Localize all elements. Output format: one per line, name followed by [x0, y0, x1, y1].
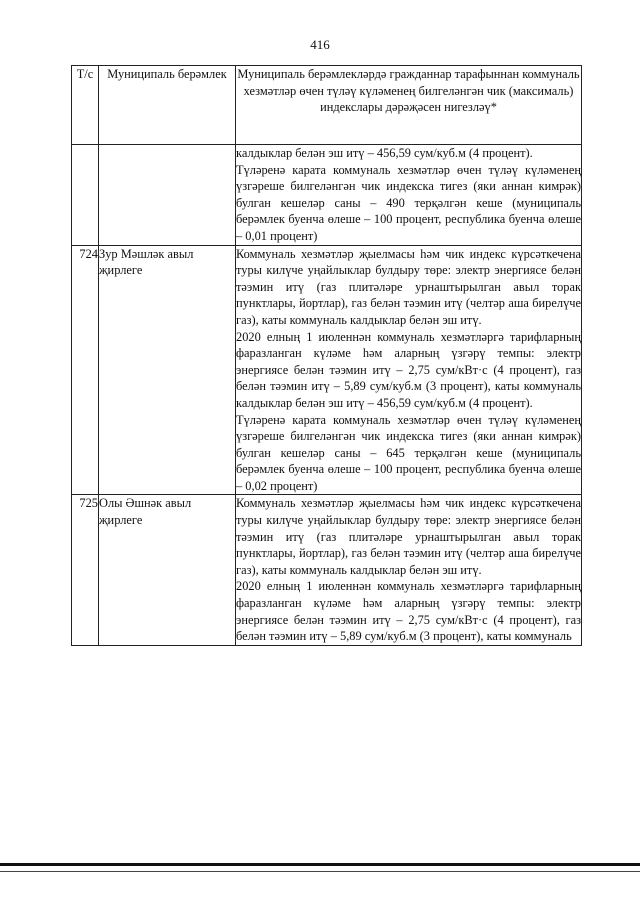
- header-municipality: Муниципаль берәмлек: [99, 66, 236, 145]
- table-header-row: [72, 66, 582, 145]
- scan-edge-rule: [0, 863, 640, 866]
- row-municipality: Олы Әшнәк авыл җирлеге: [99, 495, 236, 645]
- paragraph: Коммуналь хезмәтләр җыелмасы һәм чик индекс күрсәткечена туры килүче уңайлыклар булдыру төре: электр энергиясе белән тәэмин итү (газ плитәләре урнаштырылган авыл торак пунктлары, йортлар), газ белән тәэмин итү (челтәр аша бирелүче газ), каты коммуналь калдыклар белән эш итү.: [236, 246, 581, 327]
- page-number: 416: [310, 37, 330, 52]
- header-basis: Муниципаль берәмлекләрдә гражданнар тарафыннан коммуналь хезмәтләр өчен түләү күләменең билгеләнгән чик (максималь) индекслары дәрәҗәсен нигезләү*: [236, 66, 582, 145]
- row-basis: [236, 495, 582, 645]
- row-municipality: [99, 145, 236, 246]
- table-row: [72, 245, 582, 495]
- row-number: 725: [72, 495, 99, 645]
- paragraph: калдыклар белән эш итү – 456,59 сум/куб.м (4 процент).: [236, 146, 533, 160]
- paragraph: 2020 елның 1 июленнән коммуналь хезмәтләргә тарифларның фаразланган күләме һәм аларның үзгәрү темпы: электр энергиясе белән тәэмин итү – 2,75 сум/кВт·с (4 процент), газ белән тәэмин итү – 5,89 сум/куб.м (3 процент), каты коммуналь калдыклар белән эш итү – 456,59 сум/куб.м (4 процент).: [236, 329, 581, 410]
- row-number: 724: [72, 245, 99, 495]
- table-row: [72, 145, 582, 246]
- row-municipality: Зур Мәшләк авыл җирлеге: [99, 245, 236, 495]
- paragraph: 2020 елның 1 июленнән коммуналь хезмәтләргә тарифларның фаразланган күләме һәм аларның үзгәрү темпы: электр энергиясе белән тәэмин итү – 2,75 сум/кВт·с (4 процент), газ белән тәэмин итү – 5,89 сум/куб.м (3 процент), каты коммуналь: [236, 579, 581, 644]
- row-number: [72, 145, 99, 246]
- paragraph: Коммуналь хезмәтләр җыелмасы һәм чик индекс күрсәткечена туры килүче уңайлыклар булдыру төре: электр энергиясе белән тәэмин итү (газ плитәләре урнаштырылган авыл торак пунктлары, йортлар), газ белән тәэмин итү (челтәр аша бирелүче газ), каты коммуналь калдыклар белән эш итү.: [236, 496, 581, 577]
- header-number: Т/с: [72, 66, 99, 145]
- paragraph: Түләренә карата коммуналь хезмәтләр өчен түләү күләменең үзгәреше билгеләнгән чик индекска тигез (яки аннан кимрәк) булган кешеләр саны – 645 терқәлгән кеше (муниципаль берәмлек буенча өлеше – 100 процент, республика буенча өлеше – 0,02 процент): [236, 412, 581, 493]
- indices-table: [71, 65, 582, 646]
- paragraph: Түләренә карата коммуналь хезмәтләр өчен түләү күләменең үзгәреше билгеләнгән чик индекска тигез (яки аннан кимрәк) булган кешеләр саны – 490 терқәлгән кеше (муниципаль берәмлек буенча өлеше – 100 процент, республика буенча өлеше – 0,01 процент): [236, 162, 581, 243]
- row-basis: [236, 145, 582, 246]
- row-basis: [236, 245, 582, 495]
- scan-edge-rule-thin: [0, 871, 640, 872]
- table-row: [72, 495, 582, 645]
